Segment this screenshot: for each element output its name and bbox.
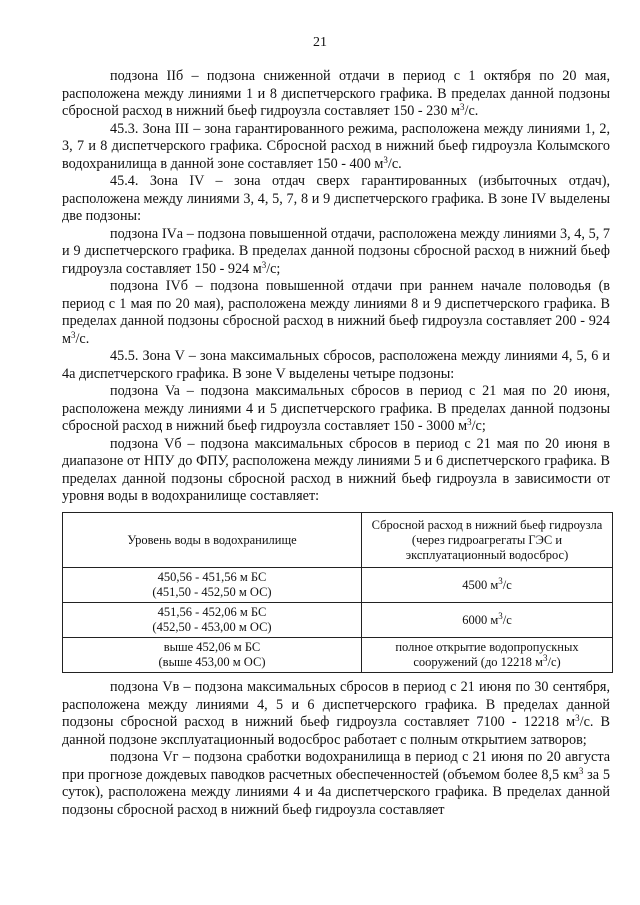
header-discharge: Сбросной расход в нижний бьеф гидроузла (через гидроагрегаты ГЭС и эксплуатационный водосброс): [362, 513, 613, 568]
paragraph: подзона Vг – подзона сработки водохранилища в период с 21 июня по 20 августа при прогнозе дождевых паводков расчетных обеспеченностей (объемом более 8,5 $км^3$ за 5 суток), расположена между линиями 4 и 4а диспетчерского графика. В пределах данной подзоны сбросной расход в нижний бьеф гидроузла составляет: [62, 749, 610, 818]
table-row: [63, 638, 613, 673]
water-level-cell: 450,56 - 451,56 м БС (451,50 - 452,50 м ОС): [63, 568, 362, 603]
discharge-cell: 4500 $м^3/с$: [362, 568, 613, 603]
table-row: [63, 568, 613, 603]
paragraph: подзона IIб – подзона сниженной отдачи в период с 1 октября по 20 мая, расположена между линиями 1 и 8 диспетчерского графика. В пределах данной подзоны сбросной расход в нижний бьеф гидроузла составляет 150 - 230 $м^3/с$.: [62, 68, 610, 119]
table-header-row: [63, 513, 613, 568]
water-level-cell: выше 452,06 м БС (выше 453,00 м ОС): [63, 638, 362, 673]
table-row: [63, 603, 613, 638]
discharge-cell: 6000 $м^3/с$: [362, 603, 613, 638]
paragraph: подзона Vв – подзона максимальных сбросов в период с 21 июня по 30 сентября, расположена между линиями 4, 5 и 6 диспетчерского графика. В пределах данной подзоны сбросной расход в нижний бьеф гидроузла составляет 7100 - 12218 $м^3/с$. В данной подзоне эксплуатационный водосброс работает с полным открытием затворов;: [62, 679, 611, 748]
body-text-top: [62, 68, 610, 506]
paragraph: подзона IVб – подзона повышенной отдачи при раннем начале половодья (в период с 1 мая по 20 мая), расположена между линиями 8 и 9 диспетчерского графика. В пределах данной подзоны сбросной расход в нижний бьеф гидроузла составляет 200 - 924 $м^3/с$.: [62, 278, 610, 347]
header-water-level: Уровень воды в водохранилище: [63, 513, 362, 568]
paragraph: 45.5. Зона V – зона максимальных сбросов, расположена между линиями 4, 5, 6 и 4а диспетчерского графика. В зоне V выделены четыре подзоны:: [62, 348, 610, 382]
discharge-cell: полное открытие водопропускных сооружений (до 12218 $м^3/с$): [362, 638, 613, 673]
discharge-table: [62, 512, 613, 673]
paragraph: 45.4. Зона IV – зона отдач сверх гарантированных (избыточных отдач), расположена между линиями 3, 4, 5, 7, 8 и 9 диспетчерского графика. В зоне IV выделены две подзоны:: [62, 173, 610, 224]
paragraph: подзона Va – подзона максимальных сбросов в период с 21 мая по 20 июня, расположена между линиями 4 и 5 диспетчерского графика. В пределах данной подзоны сбросной расход в нижний бьеф гидроузла составляет 150 - 3000 $м^3/с$;: [62, 383, 610, 434]
paragraph: подзона IVа – подзона повышенной отдачи, расположена между линиями 3, 4, 5, 7 и 9 диспетчерского графика. В пределах данной подзоны сбросной расход в нижний бьеф гидроузла составляет 150 - 924 $м^3/с$;: [62, 225, 610, 277]
paragraph: 45.3. Зона III – зона гарантированного режима, расположена между линиями 1, 2, 3, 7 и 8 диспетчерского графика. Сбросной расход в нижний бьеф гидроузла Колымского водохранилища в данной зоне составляет 150 - 400 $м^3/с$.: [62, 120, 610, 172]
page-number: 21: [313, 35, 327, 50]
paragraph: подзона Vб – подзона максимальных сбросов в период с 21 мая по 20 июня в диапазоне от НПУ до ФПУ, расположена между линиями 5 и 6 диспетчерского графика. В пределах данной подзоны сбросной расход в нижний бьеф гидроузла в зависимости от уровня воды в водохранилище составляет:: [62, 435, 610, 504]
water-level-cell: 451,56 - 452,06 м БС (452,50 - 453,00 м ОС): [63, 603, 362, 638]
body-text-bottom: [62, 679, 610, 819]
